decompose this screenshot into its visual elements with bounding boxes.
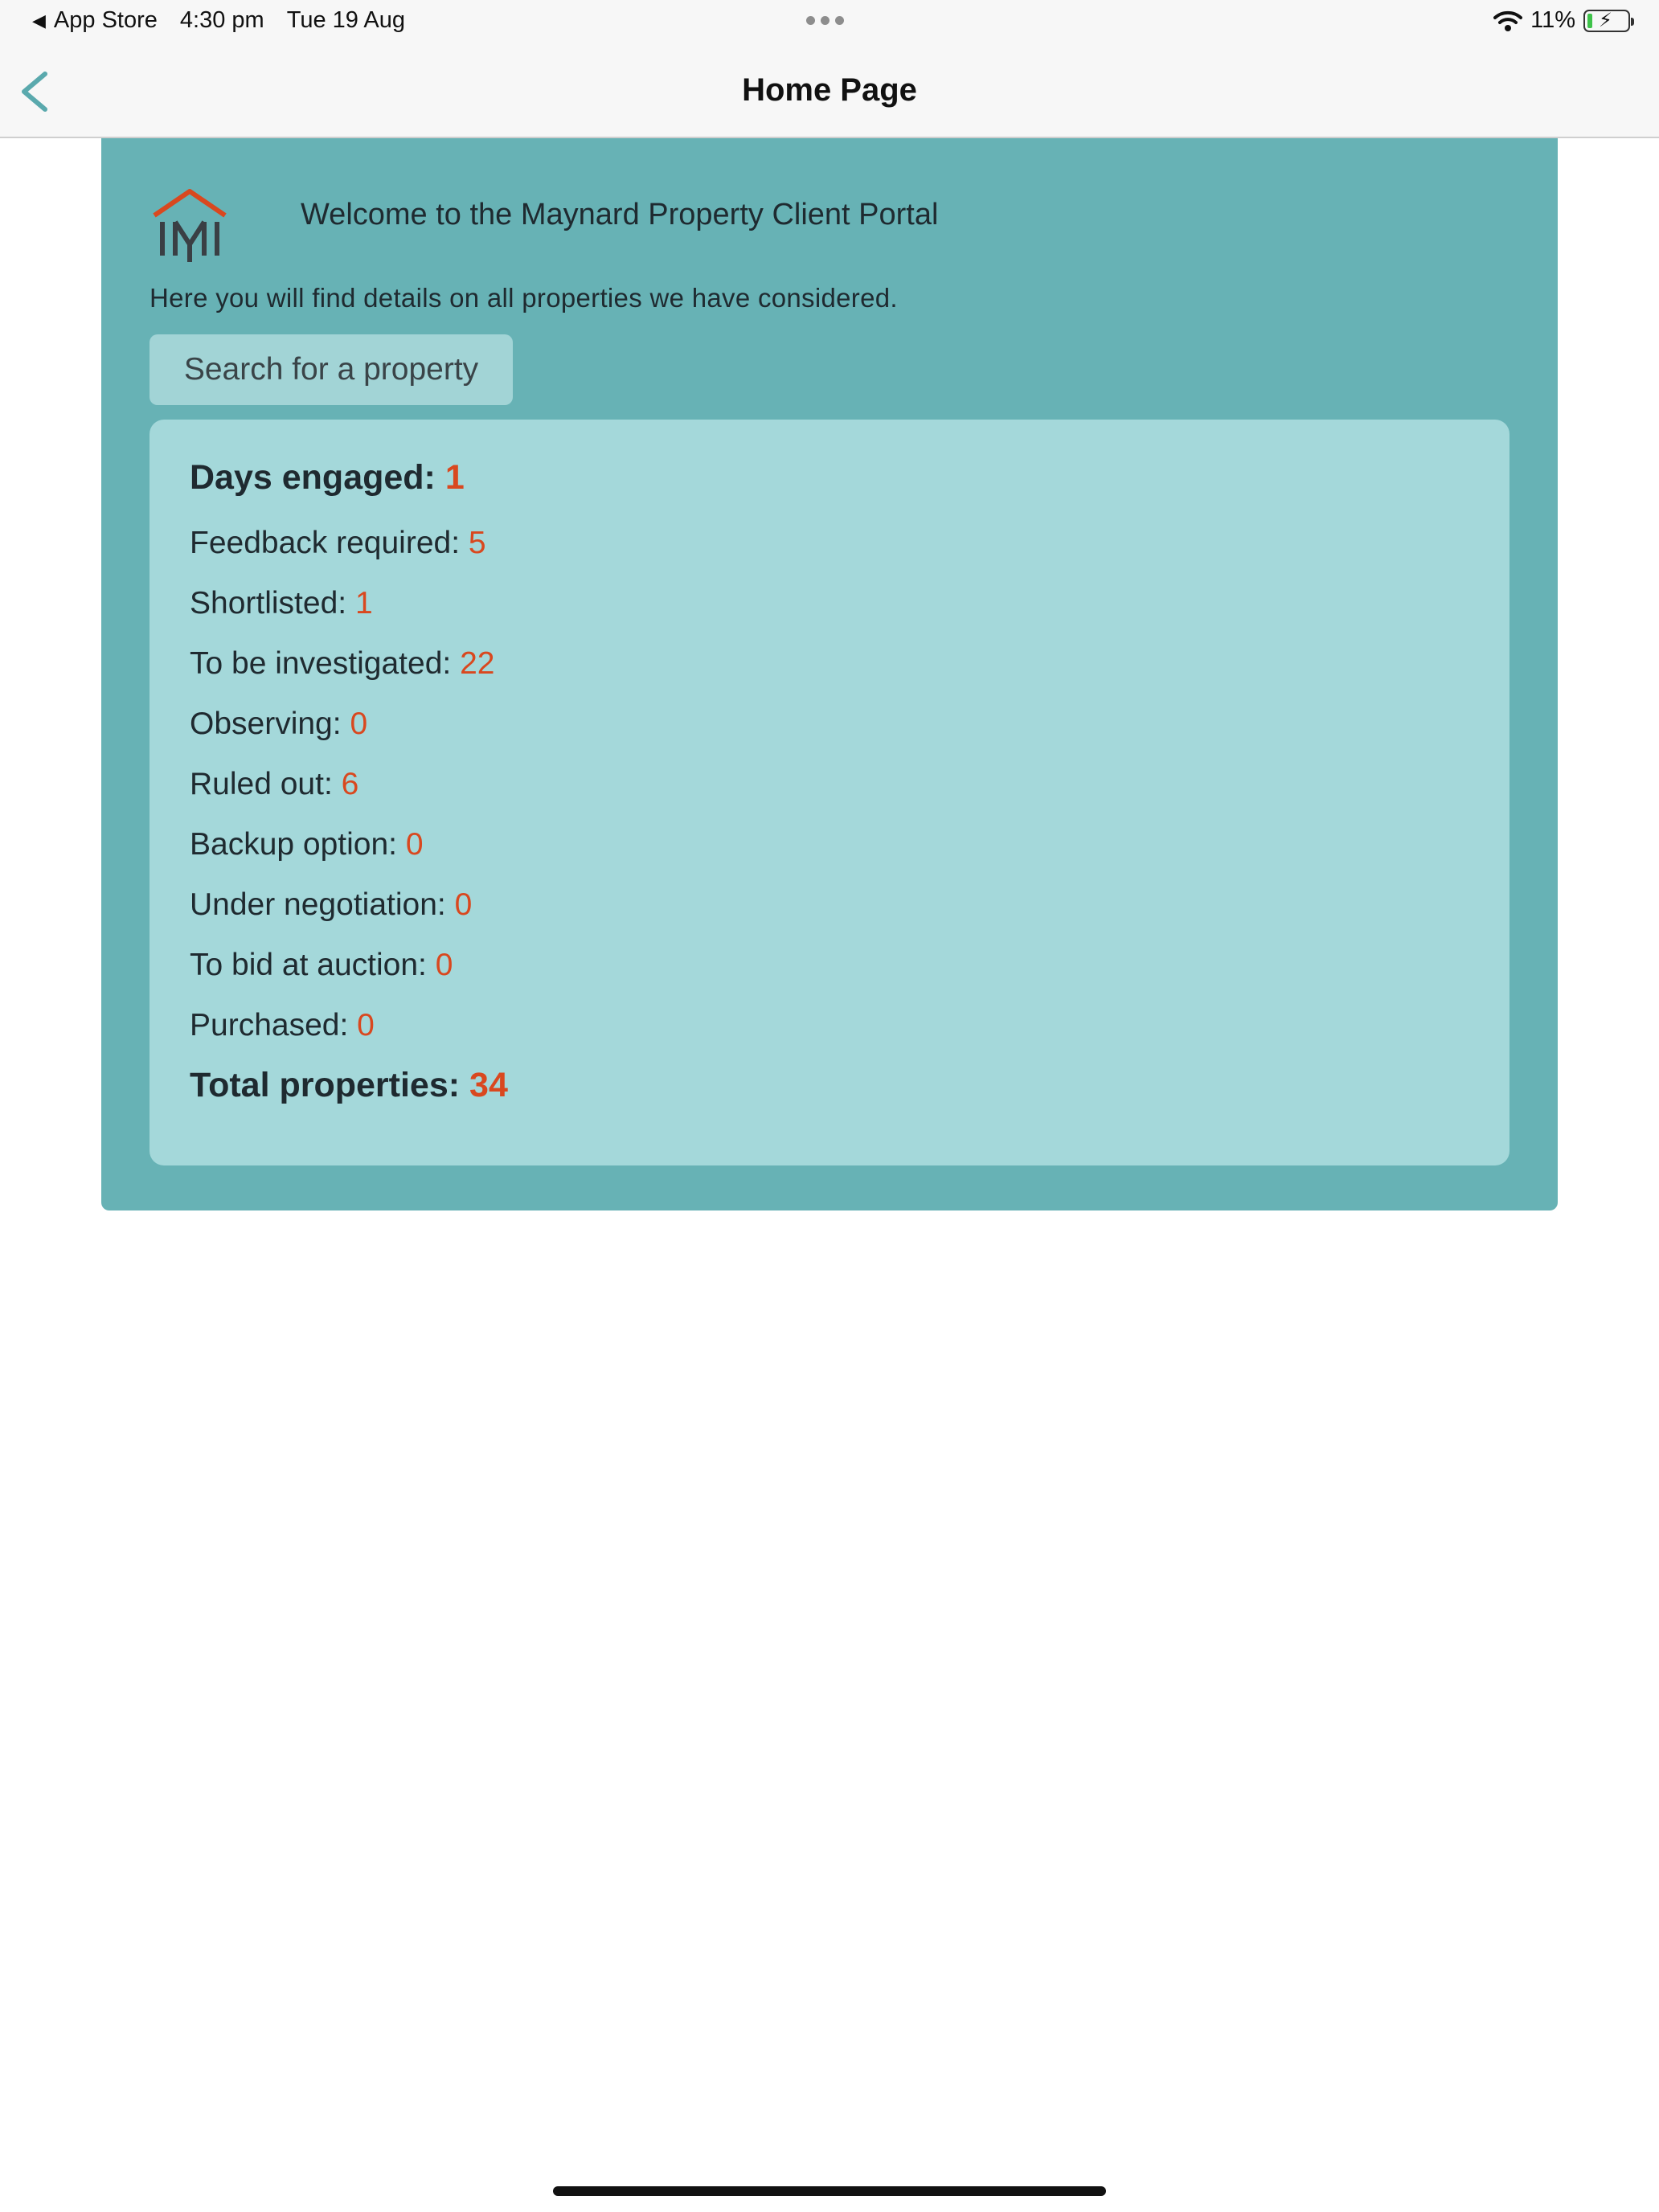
maynard-house-logo-icon xyxy=(151,186,228,264)
more-dots-icon[interactable] xyxy=(806,16,844,25)
stat-label: Purchased: xyxy=(190,1008,349,1043)
stat-label: Total properties: xyxy=(190,1066,461,1104)
charging-bolt-icon: ⚡ xyxy=(1599,9,1612,31)
stat-backup-option xyxy=(190,827,424,862)
status-date: Tue 19 Aug xyxy=(286,7,405,33)
stat-value: 6 xyxy=(341,767,359,801)
stat-label: To bid at auction: xyxy=(190,948,427,982)
stat-value: 0 xyxy=(350,707,368,741)
nav-bar xyxy=(0,45,1659,138)
stat-value: 5 xyxy=(468,526,486,560)
stat-label: Ruled out: xyxy=(190,767,333,801)
stat-days-engaged xyxy=(190,458,465,498)
stat-label: Days engaged: xyxy=(190,458,436,497)
status-time: 4:30 pm xyxy=(179,7,264,33)
stat-label: To be investigated: xyxy=(190,646,452,681)
stat-under-negotiation xyxy=(190,887,472,923)
status-bar xyxy=(0,0,1659,45)
stat-feedback-required xyxy=(190,526,486,561)
status-left xyxy=(32,7,405,34)
stat-total-properties xyxy=(190,1066,508,1105)
back-arrow-icon[interactable]: ◀ xyxy=(32,10,46,31)
page-title: Home Page xyxy=(742,72,917,108)
home-indicator[interactable] xyxy=(553,2186,1106,2196)
stat-value: 0 xyxy=(435,948,453,982)
battery-percent: 11% xyxy=(1530,7,1575,33)
stat-purchased xyxy=(190,1008,375,1043)
welcome-heading: Welcome to the Maynard Property Client Portal xyxy=(301,198,939,231)
stat-shortlisted xyxy=(190,586,373,621)
stat-value: 34 xyxy=(469,1066,508,1104)
stat-observing xyxy=(190,707,367,742)
stat-value: 1 xyxy=(444,458,465,497)
intro-text: Here you will find details on all properties we have considered. xyxy=(150,283,898,313)
stat-value: 0 xyxy=(454,887,473,922)
wifi-icon xyxy=(1493,10,1522,32)
back-app-label[interactable]: App Store xyxy=(53,7,158,33)
stat-label: Shortlisted: xyxy=(190,586,347,621)
stat-to-bid-at-auction xyxy=(190,948,453,983)
stat-label: Observing: xyxy=(190,707,342,741)
status-right xyxy=(1493,7,1630,34)
stat-value: 22 xyxy=(460,646,495,681)
search-property-button[interactable]: Search for a property xyxy=(150,334,513,405)
battery-icon xyxy=(1583,10,1630,32)
battery-fill xyxy=(1587,14,1592,28)
stat-value: 0 xyxy=(357,1008,375,1043)
stat-label: Feedback required: xyxy=(190,526,461,560)
stat-label: Backup option: xyxy=(190,827,398,862)
stat-ruled-out xyxy=(190,767,358,802)
stats-card xyxy=(150,420,1509,1165)
stat-value: 1 xyxy=(354,586,373,621)
stat-to-be-investigated xyxy=(190,646,494,682)
welcome-panel xyxy=(101,138,1558,1210)
stat-value: 0 xyxy=(405,827,424,862)
stat-label: Under negotiation: xyxy=(190,887,446,922)
